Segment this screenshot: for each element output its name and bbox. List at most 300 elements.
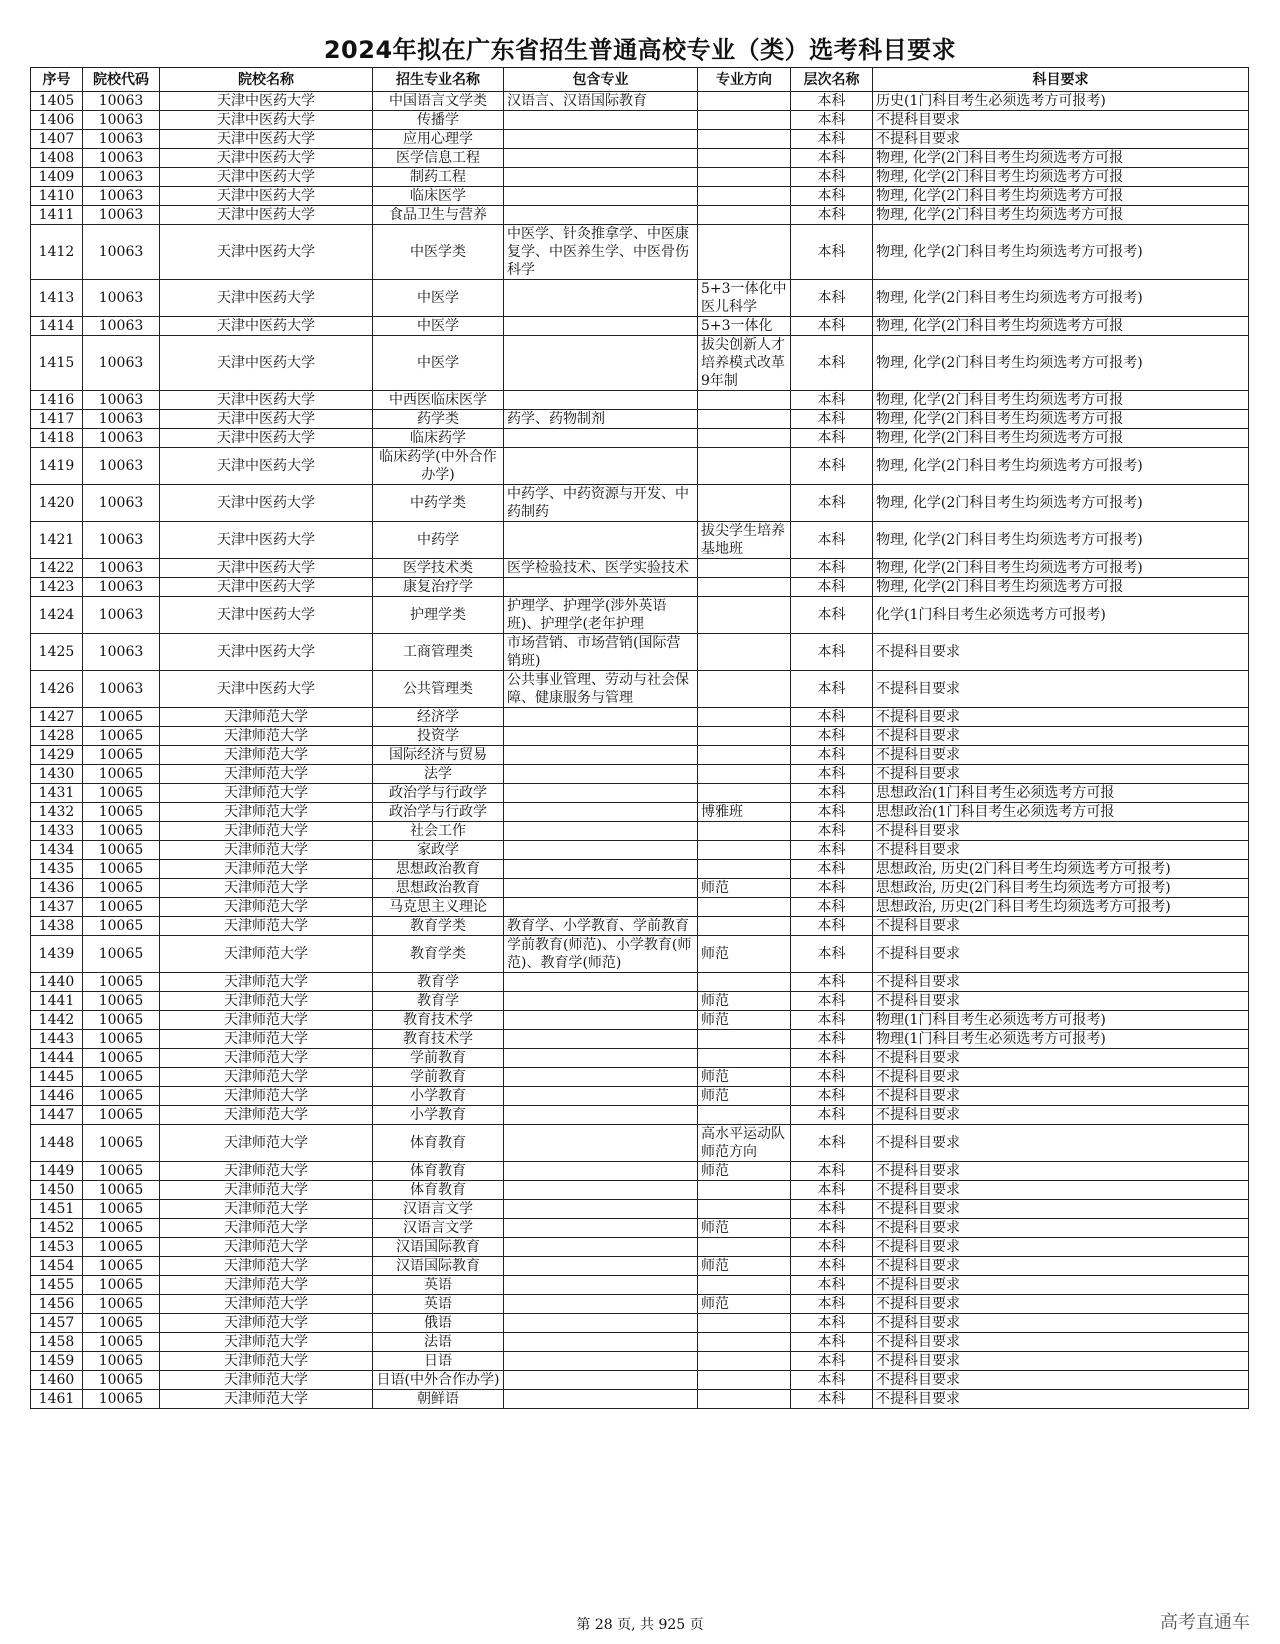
included-majors: 汉语言、汉语国际教育 (504, 92, 698, 111)
table-row (31, 1238, 1249, 1257)
school-code: 10063 (83, 130, 160, 149)
major-direction: 5+3一体化 (698, 317, 791, 336)
major-name: 汉语国际教育 (373, 1238, 504, 1257)
table-row (31, 992, 1249, 1011)
column-header: 包含专业 (504, 68, 698, 92)
level-name: 本科 (791, 879, 873, 898)
major-direction: 博雅班 (698, 803, 791, 822)
subject-requirement: 不提科目要求 (873, 917, 1249, 936)
level-name: 本科 (791, 1087, 873, 1106)
level-name: 本科 (791, 1125, 873, 1162)
table-row (31, 1295, 1249, 1314)
included-majors (504, 111, 698, 130)
school-name: 天津师范大学 (160, 860, 373, 879)
included-majors (504, 130, 698, 149)
major-direction (698, 1314, 791, 1333)
major-name: 小学教育 (373, 1106, 504, 1125)
major-name: 体育教育 (373, 1181, 504, 1200)
level-name: 本科 (791, 597, 873, 634)
included-majors: 市场营销、市场营销(国际营销班) (504, 634, 698, 671)
included-majors (504, 1106, 698, 1125)
school-code: 10065 (83, 746, 160, 765)
included-majors (504, 727, 698, 746)
major-name: 体育教育 (373, 1162, 504, 1181)
school-code: 10063 (83, 485, 160, 522)
table-row (31, 168, 1249, 187)
school-name: 天津中医药大学 (160, 336, 373, 391)
table-body (31, 92, 1249, 1409)
row-number: 1407 (31, 130, 83, 149)
table-row (31, 187, 1249, 206)
school-code: 10065 (83, 917, 160, 936)
column-header: 院校名称 (160, 68, 373, 92)
subject-requirement: 不提科目要求 (873, 746, 1249, 765)
major-name: 教育学 (373, 992, 504, 1011)
subject-requirement: 不提科目要求 (873, 822, 1249, 841)
school-name: 天津师范大学 (160, 841, 373, 860)
school-name: 天津师范大学 (160, 1030, 373, 1049)
level-name: 本科 (791, 1352, 873, 1371)
table-row (31, 149, 1249, 168)
subject-requirement: 思想政治, 历史(2门科目考生均须选考方可报考) (873, 898, 1249, 917)
level-name: 本科 (791, 225, 873, 280)
major-name: 中药学类 (373, 485, 504, 522)
school-code: 10063 (83, 336, 160, 391)
row-number: 1442 (31, 1011, 83, 1030)
school-name: 天津师范大学 (160, 1068, 373, 1087)
row-number: 1443 (31, 1030, 83, 1049)
major-name: 体育教育 (373, 1125, 504, 1162)
table-row (31, 410, 1249, 429)
major-direction (698, 708, 791, 727)
subject-requirement: 不提科目要求 (873, 841, 1249, 860)
major-direction (698, 168, 791, 187)
subject-requirement: 思想政治(1门科目考生必须选考方可报 (873, 803, 1249, 822)
school-code: 10063 (83, 597, 160, 634)
major-name: 中医学 (373, 336, 504, 391)
school-name: 天津师范大学 (160, 1238, 373, 1257)
school-code: 10065 (83, 1200, 160, 1219)
school-code: 10063 (83, 634, 160, 671)
major-direction (698, 578, 791, 597)
row-number: 1448 (31, 1125, 83, 1162)
row-number: 1436 (31, 879, 83, 898)
table-row (31, 1087, 1249, 1106)
table-row (31, 1106, 1249, 1125)
level-name: 本科 (791, 973, 873, 992)
row-number: 1430 (31, 765, 83, 784)
included-majors (504, 992, 698, 1011)
subject-requirement: 物理, 化学(2门科目考生均须选考方可报 (873, 410, 1249, 429)
level-name: 本科 (791, 860, 873, 879)
major-direction (698, 1390, 791, 1409)
major-direction (698, 1238, 791, 1257)
school-code: 10065 (83, 1333, 160, 1352)
major-name: 临床药学(中外合作办学) (373, 448, 504, 485)
row-number: 1451 (31, 1200, 83, 1219)
included-majors: 教育学、小学教育、学前教育 (504, 917, 698, 936)
school-name: 天津中医药大学 (160, 485, 373, 522)
school-code: 10065 (83, 1181, 160, 1200)
included-majors (504, 803, 698, 822)
level-name: 本科 (791, 448, 873, 485)
school-code: 10063 (83, 410, 160, 429)
included-majors (504, 1125, 698, 1162)
major-name: 中医学类 (373, 225, 504, 280)
school-code: 10065 (83, 1295, 160, 1314)
school-code: 10065 (83, 727, 160, 746)
major-direction: 拔尖创新人才培养模式改革9年制 (698, 336, 791, 391)
row-number: 1421 (31, 522, 83, 559)
school-name: 天津中医药大学 (160, 578, 373, 597)
major-name: 医学技术类 (373, 559, 504, 578)
row-number: 1444 (31, 1049, 83, 1068)
included-majors (504, 1238, 698, 1257)
major-name: 汉语言文学 (373, 1219, 504, 1238)
subject-requirement: 不提科目要求 (873, 992, 1249, 1011)
school-name: 天津师范大学 (160, 784, 373, 803)
row-number: 1424 (31, 597, 83, 634)
level-name: 本科 (791, 746, 873, 765)
subject-requirement: 不提科目要求 (873, 936, 1249, 973)
table-row (31, 485, 1249, 522)
included-majors (504, 1276, 698, 1295)
level-name: 本科 (791, 1219, 873, 1238)
row-number: 1413 (31, 280, 83, 317)
school-name: 天津中医药大学 (160, 187, 373, 206)
level-name: 本科 (791, 1200, 873, 1219)
row-number: 1419 (31, 448, 83, 485)
level-name: 本科 (791, 822, 873, 841)
level-name: 本科 (791, 1295, 873, 1314)
subject-requirement: 物理, 化学(2门科目考生均须选考方可报考) (873, 559, 1249, 578)
school-name: 天津师范大学 (160, 1106, 373, 1125)
column-header: 专业方向 (698, 68, 791, 92)
major-name: 公共管理类 (373, 671, 504, 708)
subject-requirement: 物理, 化学(2门科目考生均须选考方可报 (873, 429, 1249, 448)
subject-requirements-table (30, 67, 1249, 1409)
subject-requirement: 不提科目要求 (873, 765, 1249, 784)
table-row (31, 1200, 1249, 1219)
table-row (31, 860, 1249, 879)
major-name: 日语 (373, 1352, 504, 1371)
level-name: 本科 (791, 1276, 873, 1295)
major-direction (698, 410, 791, 429)
school-name: 天津师范大学 (160, 1390, 373, 1409)
level-name: 本科 (791, 765, 873, 784)
included-majors: 护理学、护理学(涉外英语班)、护理学(老年护理 (504, 597, 698, 634)
column-header: 层次名称 (791, 68, 873, 92)
school-name: 天津师范大学 (160, 992, 373, 1011)
major-name: 传播学 (373, 111, 504, 130)
included-majors (504, 1200, 698, 1219)
table-row (31, 708, 1249, 727)
school-name: 天津中医药大学 (160, 429, 373, 448)
subject-requirement: 不提科目要求 (873, 1257, 1249, 1276)
school-name: 天津中医药大学 (160, 391, 373, 410)
major-name: 临床医学 (373, 187, 504, 206)
table-row (31, 1390, 1249, 1409)
school-name: 天津中医药大学 (160, 92, 373, 111)
school-name: 天津师范大学 (160, 1352, 373, 1371)
school-code: 10065 (83, 1068, 160, 1087)
school-code: 10065 (83, 992, 160, 1011)
major-direction (698, 1049, 791, 1068)
major-direction (698, 1333, 791, 1352)
included-majors: 中医学、针灸推拿学、中医康复学、中医养生学、中医骨伤科学 (504, 225, 698, 280)
major-direction (698, 149, 791, 168)
subject-requirement: 不提科目要求 (873, 130, 1249, 149)
included-majors (504, 317, 698, 336)
level-name: 本科 (791, 1030, 873, 1049)
level-name: 本科 (791, 92, 873, 111)
table-row (31, 634, 1249, 671)
subject-requirement: 不提科目要求 (873, 1106, 1249, 1125)
major-name: 思想政治教育 (373, 879, 504, 898)
major-direction (698, 130, 791, 149)
included-majors (504, 1333, 698, 1352)
major-name: 朝鲜语 (373, 1390, 504, 1409)
row-number: 1441 (31, 992, 83, 1011)
major-name: 家政学 (373, 841, 504, 860)
school-name: 天津师范大学 (160, 1181, 373, 1200)
school-name: 天津中医药大学 (160, 206, 373, 225)
row-number: 1409 (31, 168, 83, 187)
school-name: 天津师范大学 (160, 1257, 373, 1276)
school-code: 10065 (83, 1106, 160, 1125)
table-row (31, 1276, 1249, 1295)
major-direction (698, 1200, 791, 1219)
level-name: 本科 (791, 522, 873, 559)
major-direction: 师范 (698, 1087, 791, 1106)
school-code: 10065 (83, 1276, 160, 1295)
level-name: 本科 (791, 803, 873, 822)
row-number: 1452 (31, 1219, 83, 1238)
major-direction (698, 671, 791, 708)
level-name: 本科 (791, 1333, 873, 1352)
level-name: 本科 (791, 578, 873, 597)
school-code: 10063 (83, 111, 160, 130)
subject-requirement: 不提科目要求 (873, 1295, 1249, 1314)
major-direction: 师范 (698, 1295, 791, 1314)
included-majors (504, 149, 698, 168)
school-code: 10065 (83, 1238, 160, 1257)
school-name: 天津师范大学 (160, 1049, 373, 1068)
table-row (31, 746, 1249, 765)
school-code: 10065 (83, 1030, 160, 1049)
school-name: 天津师范大学 (160, 917, 373, 936)
school-name: 天津师范大学 (160, 803, 373, 822)
major-direction (698, 1106, 791, 1125)
major-direction: 拔尖学生培养基地班 (698, 522, 791, 559)
major-direction (698, 559, 791, 578)
level-name: 本科 (791, 391, 873, 410)
table-row (31, 841, 1249, 860)
row-number: 1433 (31, 822, 83, 841)
school-code: 10063 (83, 522, 160, 559)
included-majors (504, 187, 698, 206)
school-name: 天津师范大学 (160, 1087, 373, 1106)
column-header: 序号 (31, 68, 83, 92)
major-name: 俄语 (373, 1314, 504, 1333)
included-majors: 学前教育(师范)、小学教育(师范)、教育学(师范) (504, 936, 698, 973)
major-direction: 高水平运动队师范方向 (698, 1125, 791, 1162)
row-number: 1461 (31, 1390, 83, 1409)
table-row (31, 1068, 1249, 1087)
level-name: 本科 (791, 1314, 873, 1333)
included-majors (504, 746, 698, 765)
school-name: 天津中医药大学 (160, 280, 373, 317)
table-row (31, 206, 1249, 225)
subject-requirement: 不提科目要求 (873, 1087, 1249, 1106)
table-row (31, 391, 1249, 410)
subject-requirement: 不提科目要求 (873, 727, 1249, 746)
row-number: 1432 (31, 803, 83, 822)
included-majors (504, 708, 698, 727)
included-majors: 医学检验技术、医学实验技术 (504, 559, 698, 578)
included-majors (504, 860, 698, 879)
major-name: 临床药学 (373, 429, 504, 448)
included-majors (504, 1314, 698, 1333)
page-title: 2024年拟在广东省招生普通高校专业（类）选考科目要求 (323, 36, 957, 64)
row-number: 1449 (31, 1162, 83, 1181)
table-row (31, 765, 1249, 784)
subject-requirement: 不提科目要求 (873, 1181, 1249, 1200)
school-code: 10063 (83, 671, 160, 708)
major-direction (698, 1371, 791, 1390)
row-number: 1415 (31, 336, 83, 391)
major-name: 中医学 (373, 280, 504, 317)
included-majors (504, 448, 698, 485)
subject-requirement: 不提科目要求 (873, 1125, 1249, 1162)
row-number: 1412 (31, 225, 83, 280)
major-direction (698, 841, 791, 860)
subject-requirement: 不提科目要求 (873, 671, 1249, 708)
subject-requirement: 物理, 化学(2门科目考生均须选考方可报考) (873, 336, 1249, 391)
school-code: 10065 (83, 1162, 160, 1181)
school-name: 天津师范大学 (160, 1333, 373, 1352)
included-majors (504, 1011, 698, 1030)
table-row (31, 1219, 1249, 1238)
major-name: 政治学与行政学 (373, 803, 504, 822)
table-row (31, 898, 1249, 917)
row-number: 1431 (31, 784, 83, 803)
subject-requirement: 物理, 化学(2门科目考生均须选考方可报 (873, 578, 1249, 597)
subject-requirement: 思想政治, 历史(2门科目考生均须选考方可报考) (873, 860, 1249, 879)
major-name: 中国语言文学类 (373, 92, 504, 111)
table-row (31, 130, 1249, 149)
school-code: 10063 (83, 92, 160, 111)
major-name: 工商管理类 (373, 634, 504, 671)
subject-requirement: 不提科目要求 (873, 1390, 1249, 1409)
row-number: 1428 (31, 727, 83, 746)
school-code: 10065 (83, 1352, 160, 1371)
row-number: 1405 (31, 92, 83, 111)
major-direction: 师范 (698, 1011, 791, 1030)
included-majors (504, 1295, 698, 1314)
major-direction (698, 860, 791, 879)
row-number: 1429 (31, 746, 83, 765)
included-majors (504, 522, 698, 559)
major-direction (698, 429, 791, 448)
school-name: 天津师范大学 (160, 765, 373, 784)
school-name: 天津师范大学 (160, 1162, 373, 1181)
table-row (31, 822, 1249, 841)
subject-requirement: 不提科目要求 (873, 1333, 1249, 1352)
major-name: 应用心理学 (373, 130, 504, 149)
subject-requirement: 物理, 化学(2门科目考生均须选考方可报 (873, 206, 1249, 225)
subject-requirement: 化学(1门科目考生必须选考方可报考) (873, 597, 1249, 634)
school-code: 10065 (83, 784, 160, 803)
row-number: 1440 (31, 973, 83, 992)
school-name: 天津中医药大学 (160, 597, 373, 634)
school-name: 天津师范大学 (160, 879, 373, 898)
subject-requirement: 不提科目要求 (873, 634, 1249, 671)
included-majors (504, 578, 698, 597)
subject-requirement: 历史(1门科目考生必须选考方可报考) (873, 92, 1249, 111)
included-majors (504, 1049, 698, 1068)
included-majors (504, 1352, 698, 1371)
major-direction (698, 727, 791, 746)
major-name: 小学教育 (373, 1087, 504, 1106)
included-majors (504, 822, 698, 841)
major-name: 教育技术学 (373, 1030, 504, 1049)
table-row (31, 522, 1249, 559)
table-header-row (31, 68, 1249, 92)
subject-requirement: 物理, 化学(2门科目考生均须选考方可报考) (873, 280, 1249, 317)
row-number: 1427 (31, 708, 83, 727)
table-row (31, 597, 1249, 634)
subject-requirement: 不提科目要求 (873, 111, 1249, 130)
school-name: 天津中医药大学 (160, 522, 373, 559)
level-name: 本科 (791, 1068, 873, 1087)
included-majors (504, 898, 698, 917)
table-row (31, 784, 1249, 803)
subject-requirement: 不提科目要求 (873, 1219, 1249, 1238)
major-name: 法学 (373, 765, 504, 784)
school-code: 10065 (83, 898, 160, 917)
school-name: 天津中医药大学 (160, 559, 373, 578)
included-majors (504, 1181, 698, 1200)
major-name: 康复治疗学 (373, 578, 504, 597)
row-number: 1417 (31, 410, 83, 429)
level-name: 本科 (791, 485, 873, 522)
level-name: 本科 (791, 1390, 873, 1409)
included-majors (504, 1087, 698, 1106)
school-name: 天津师范大学 (160, 708, 373, 727)
major-direction (698, 225, 791, 280)
column-header: 科目要求 (873, 68, 1249, 92)
table-row (31, 111, 1249, 130)
school-name: 天津师范大学 (160, 1295, 373, 1314)
subject-requirement: 不提科目要求 (873, 1276, 1249, 1295)
subject-requirement: 物理, 化学(2门科目考生均须选考方可报 (873, 317, 1249, 336)
level-name: 本科 (791, 841, 873, 860)
level-name: 本科 (791, 280, 873, 317)
school-code: 10065 (83, 708, 160, 727)
major-name: 经济学 (373, 708, 504, 727)
table-row (31, 917, 1249, 936)
school-name: 天津师范大学 (160, 746, 373, 765)
subject-requirement: 不提科目要求 (873, 708, 1249, 727)
school-name: 天津中医药大学 (160, 111, 373, 130)
school-code: 10063 (83, 280, 160, 317)
table-row (31, 578, 1249, 597)
school-name: 天津师范大学 (160, 1219, 373, 1238)
level-name: 本科 (791, 936, 873, 973)
row-number: 1420 (31, 485, 83, 522)
major-direction (698, 187, 791, 206)
